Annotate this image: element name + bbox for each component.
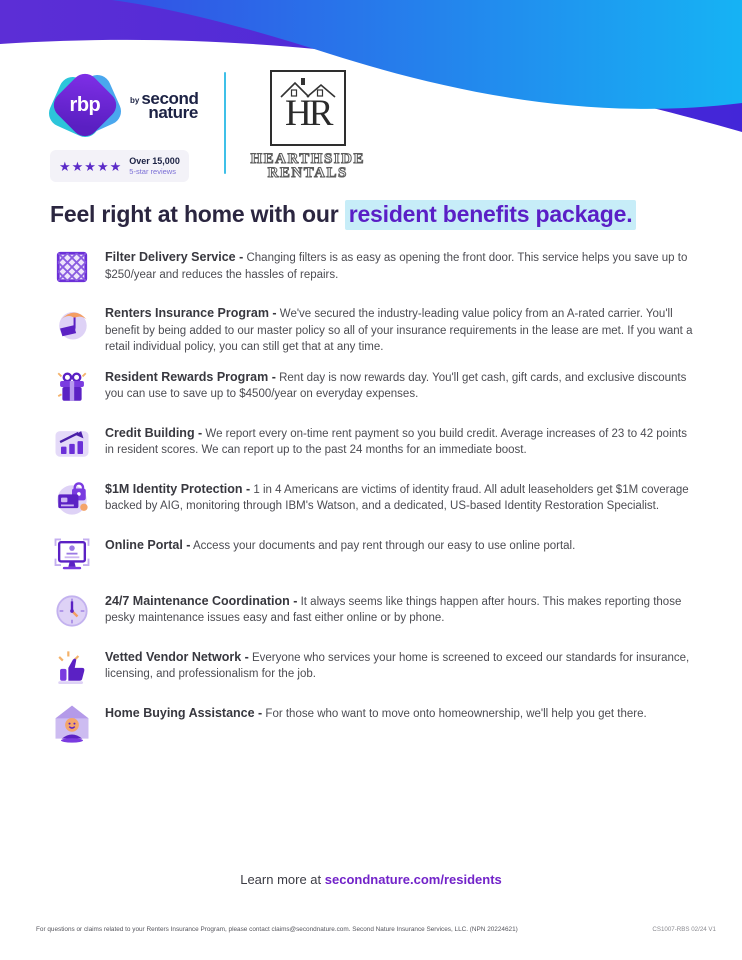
clock-icon	[50, 589, 94, 633]
benefit-item: Vetted Vendor Network - Everyone who services your home is screened to exceed our standards for insurance, licensing, and professionalism for the job.	[50, 648, 698, 692]
umbrella-icon	[50, 301, 94, 345]
benefit-item: Online Portal - Access your documents and pay rent through our easy to use online portal.	[50, 536, 698, 580]
residents-link[interactable]: secondnature.com/residents	[324, 872, 502, 887]
benefit-item: Credit Building - We report every on-time rent payment so you build credit. Average increases of 23 to 42 points in resident scores. We can report up to the past 24 months for an immediate boost.	[50, 424, 698, 468]
brand-row	[50, 70, 365, 182]
logo-divider	[224, 72, 226, 174]
filter-icon	[50, 245, 94, 289]
benefits-list	[50, 248, 698, 748]
benefit-item: Resident Rewards Program - Rent day is now rewards day. You'll get cash, gift cards, and exclusive discounts you can use to save up to $4500/year on everyday expenses.	[50, 368, 698, 412]
hearthside-name-line1: HEARTHSIDE	[250, 151, 365, 167]
by-label: by	[130, 96, 140, 105]
second-nature-wordmark	[130, 89, 199, 122]
page-title	[50, 199, 705, 229]
five-stars-icon: ★★★★★	[59, 158, 123, 174]
house-person-icon	[50, 701, 94, 745]
learn-more-prefix: Learn more at	[240, 872, 325, 887]
thumbs-up-icon	[50, 645, 94, 689]
page-title-highlight: resident benefits package.	[345, 200, 637, 230]
benefit-item: $1M Identity Protection - 1 in 4 Americans are victims of identity fraud. All adult leaseholders get $1M coverage backed by AIG, monitoring through IBM's Watson, and a dedicated, US-based Identity Restoration Specialist.	[50, 480, 698, 524]
hearthside-name-line2: RENTALS	[267, 165, 348, 181]
hearthside-monogram-box	[270, 70, 346, 146]
benefit-item: 24/7 Maintenance Coordination - It always seems like things happen after hours. This makes reporting those pesky maintenance issues easy and fast either online or by phone.	[50, 592, 698, 636]
legal-fine-print: For questions or claims related to your Renters Insurance Program, please contact claims@secondnature.com. Second Nature Insurance Services, LLC. (NPN 20224621)	[36, 926, 518, 933]
reviews-caption: 5-star reviews	[129, 167, 176, 176]
document-code: CS1007-RBS 02/24 V1	[652, 926, 716, 933]
hearthside-name	[250, 152, 365, 180]
rbp-logo-text: rbp	[69, 93, 101, 116]
reviews-badge	[50, 150, 189, 182]
benefit-item: Home Buying Assistance - For those who want to move onto homeownership, we'll help you get there.	[50, 704, 698, 748]
benefit-item: Filter Delivery Service - Changing filters is as easy as opening the front door. This service helps you save up to $250/year and reduces the hassles of repairs.	[50, 248, 698, 292]
brand-name	[141, 89, 199, 122]
hearthside-rentals-logo	[250, 70, 365, 180]
rbp-hex-purple-shape	[48, 68, 122, 142]
gift-icon	[50, 365, 94, 409]
reviews-count: Over 15,000	[129, 156, 180, 166]
reviews-text	[129, 156, 180, 176]
monitor-icon	[50, 533, 94, 577]
benefit-item: Renters Insurance Program - We've secured the industry-leading value policy from an A-rated carrier. You'll benefit by being added to our master policy so all of your insurance requirements in the lease are met. If you want a retail individual policy, you can still get that at any time.	[50, 304, 698, 356]
chart-up-icon	[50, 421, 94, 465]
learn-more-line	[0, 872, 742, 887]
brand-name-line2: nature	[148, 103, 198, 122]
second-nature-logo	[50, 70, 198, 142]
hearthside-monogram: HR	[285, 93, 331, 134]
second-nature-logo-block	[50, 70, 198, 182]
brand-name-line1: second	[141, 89, 199, 108]
rbp-logo	[50, 70, 122, 142]
page-title-prefix: Feel right at home with our	[50, 201, 345, 227]
id-lock-icon	[50, 477, 94, 521]
